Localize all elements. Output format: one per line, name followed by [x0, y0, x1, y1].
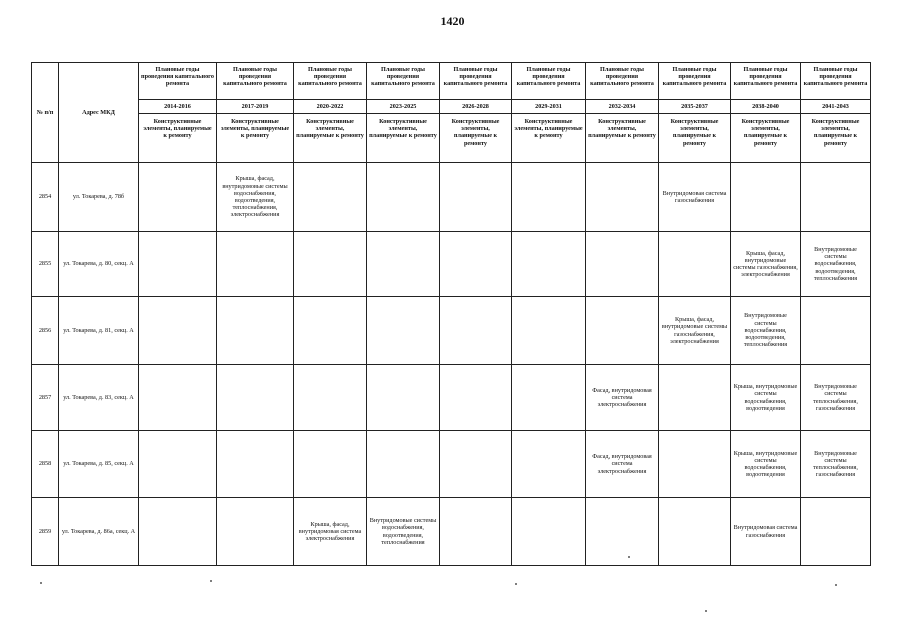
- work-cell: [512, 163, 586, 232]
- header-elements-cell: Конструктивные элементы, планируемые к ремонту: [659, 114, 731, 163]
- work-cell: [801, 163, 871, 232]
- work-cell: [217, 297, 294, 365]
- page-number: 1420: [440, 14, 465, 28]
- table-row: [32, 297, 871, 365]
- work-cell: Фасад, внутридомовая система электроснабжения: [586, 365, 659, 431]
- work-cell: [294, 232, 367, 297]
- table-row: [32, 163, 871, 232]
- work-cell: [440, 297, 512, 365]
- work-cell: [217, 431, 294, 498]
- header-period-cell: Плановые годы проведения капитального ремонта: [440, 63, 512, 100]
- row-number: 2856: [32, 297, 59, 365]
- header-years-cell: 2017-2019: [217, 100, 294, 114]
- header-period-cell: Плановые годы проведения капитального ремонта: [512, 63, 586, 100]
- header-period-cell: Плановые годы проведения капитального ремонта: [586, 63, 659, 100]
- table-row: [32, 232, 871, 297]
- header-period-cell: Плановые годы проведения капитального ремонта: [217, 63, 294, 100]
- header-elements-cell: Конструктивные элементы, планируемые к ремонту: [217, 114, 294, 163]
- work-cell: [139, 365, 217, 431]
- work-cell: [801, 498, 871, 566]
- row-number: 2858: [32, 431, 59, 498]
- work-cell: [367, 365, 440, 431]
- header-period-cell: Плановые годы проведения капитального ремонта: [659, 63, 731, 100]
- work-cell: Внутридомовая система газоснабжения: [659, 163, 731, 232]
- table-row: [32, 365, 871, 431]
- scan-speck: [40, 582, 42, 584]
- row-address: ул. Токарева, д. 85, секц. А: [59, 431, 139, 498]
- work-cell: [367, 431, 440, 498]
- work-cell: [586, 163, 659, 232]
- work-cell: [440, 232, 512, 297]
- work-cell: [217, 232, 294, 297]
- work-cell: [294, 365, 367, 431]
- work-cell: [801, 297, 871, 365]
- work-cell: [294, 297, 367, 365]
- work-cell: [367, 297, 440, 365]
- header-years-cell: 2038-2040: [731, 100, 801, 114]
- work-cell: [586, 232, 659, 297]
- scan-speck: [210, 580, 212, 582]
- header-elements-cell: Конструктивные элементы, планируемые к ремонту: [512, 114, 586, 163]
- work-cell: [659, 232, 731, 297]
- work-cell: [512, 232, 586, 297]
- work-cell: [659, 365, 731, 431]
- header-elements-cell: Конструктивные элементы, планируемые к ремонту: [294, 114, 367, 163]
- work-cell: [586, 498, 659, 566]
- header-elements-cell: Конструктивные элементы, планируемые к ремонту: [367, 114, 440, 163]
- work-cell: [512, 431, 586, 498]
- capital-repair-table: [31, 62, 871, 566]
- work-cell: Крыша, фасад, внутридомовые системы водоснабжения, водоотведения, теплоснабжения, электроснабжения: [217, 163, 294, 232]
- header-years-cell: 2032-2034: [586, 100, 659, 114]
- scan-speck: [705, 610, 707, 612]
- work-cell: Крыша, фасад, внутридомовые системы газоснабжения, электроснабжения: [659, 297, 731, 365]
- row-number: 2857: [32, 365, 59, 431]
- work-cell: [586, 297, 659, 365]
- work-cell: [139, 163, 217, 232]
- work-cell: Внутридомовые системы водоснабжения, водоотведения, теплоснабжения: [367, 498, 440, 566]
- work-cell: [367, 163, 440, 232]
- work-cell: Внутридомовые системы водоснабжения, водоотведения, теплоснабжения: [731, 297, 801, 365]
- work-cell: [731, 163, 801, 232]
- header-years-cell: 2026-2028: [440, 100, 512, 114]
- header-years-cell: 2035-2037: [659, 100, 731, 114]
- work-cell: [139, 232, 217, 297]
- work-cell: [294, 163, 367, 232]
- header-period-cell: Плановые годы проведения капитального ремонта: [367, 63, 440, 100]
- work-cell: [139, 431, 217, 498]
- header-elements-cell: Конструктивные элементы, планируемые к ремонту: [440, 114, 512, 163]
- row-address: ул. Токарева, д. 86а, секц. А: [59, 498, 139, 566]
- header-address: Адрес МКД: [59, 63, 139, 163]
- row-address: ул. Токарева, д. 83, секц. А: [59, 365, 139, 431]
- scan-speck: [835, 584, 837, 586]
- work-cell: Внутридомовые системы водоснабжения, водоотведения, теплоснабжения: [801, 232, 871, 297]
- work-cell: Внутридомовые системы теплоснабжения, газоснабжения: [801, 431, 871, 498]
- header-years-cell: 2014-2016: [139, 100, 217, 114]
- work-cell: [294, 431, 367, 498]
- work-cell: [367, 232, 440, 297]
- scan-speck: [628, 556, 630, 558]
- header-elements-cell: Конструктивные элементы, планируемые к ремонту: [801, 114, 871, 163]
- work-cell: Крыша, фасад, внутридомовые системы газоснабжения, электроснабжения: [731, 232, 801, 297]
- work-cell: [512, 498, 586, 566]
- row-address: ул. Токарева, д. 81, секц. А: [59, 297, 139, 365]
- header-period-cell: Плановые годы проведения капитального ремонта: [294, 63, 367, 100]
- row-number: 2859: [32, 498, 59, 566]
- work-cell: Внутридомовые системы теплоснабжения, газоснабжения: [801, 365, 871, 431]
- header-row-elements: [32, 114, 871, 163]
- work-cell: Внутридомовая система газоснабжения: [731, 498, 801, 566]
- work-cell: [659, 431, 731, 498]
- row-address: ул. Токарева, д. 78б: [59, 163, 139, 232]
- work-cell: [440, 431, 512, 498]
- work-cell: [659, 498, 731, 566]
- work-cell: [139, 498, 217, 566]
- row-address: ул. Токарева, д. 80, секц. А: [59, 232, 139, 297]
- table-row: [32, 431, 871, 498]
- header-elements-cell: Конструктивные элементы, планируемые к ремонту: [139, 114, 217, 163]
- header-elements-cell: Конструктивные элементы, планируемые к ремонту: [731, 114, 801, 163]
- work-cell: [217, 365, 294, 431]
- work-cell: [440, 365, 512, 431]
- header-period-cell: Плановые годы проведения капитального ремонта: [801, 63, 871, 100]
- work-cell: Крыша, фасад, внутридомовая система электроснабжения: [294, 498, 367, 566]
- table-row: [32, 498, 871, 566]
- work-cell: [217, 498, 294, 566]
- header-elements-cell: Конструктивные элементы, планируемые к ремонту: [586, 114, 659, 163]
- header-period-cell: Плановые годы проведения капитального ремонта: [139, 63, 217, 100]
- header-num: № п/п: [32, 63, 59, 163]
- work-cell: Фасад, внутридомовая система электроснабжения: [586, 431, 659, 498]
- header-period-cell: Плановые годы проведения капитального ремонта: [731, 63, 801, 100]
- work-cell: [139, 297, 217, 365]
- work-cell: Крыша, внутридомовые системы водоснабжения, водоотведения: [731, 431, 801, 498]
- header-years-cell: 2041-2043: [801, 100, 871, 114]
- work-cell: [512, 365, 586, 431]
- work-cell: [512, 297, 586, 365]
- header-row-years: [32, 100, 871, 114]
- work-cell: [440, 163, 512, 232]
- header-years-cell: 2029-2031: [512, 100, 586, 114]
- work-cell: [440, 498, 512, 566]
- row-number: 2854: [32, 163, 59, 232]
- scan-speck: [515, 583, 517, 585]
- header-years-cell: 2020-2022: [294, 100, 367, 114]
- work-cell: Крыша, внутридомовые системы водоснабжения, водоотведения: [731, 365, 801, 431]
- row-number: 2855: [32, 232, 59, 297]
- header-row-periods: [32, 63, 871, 100]
- header-years-cell: 2023-2025: [367, 100, 440, 114]
